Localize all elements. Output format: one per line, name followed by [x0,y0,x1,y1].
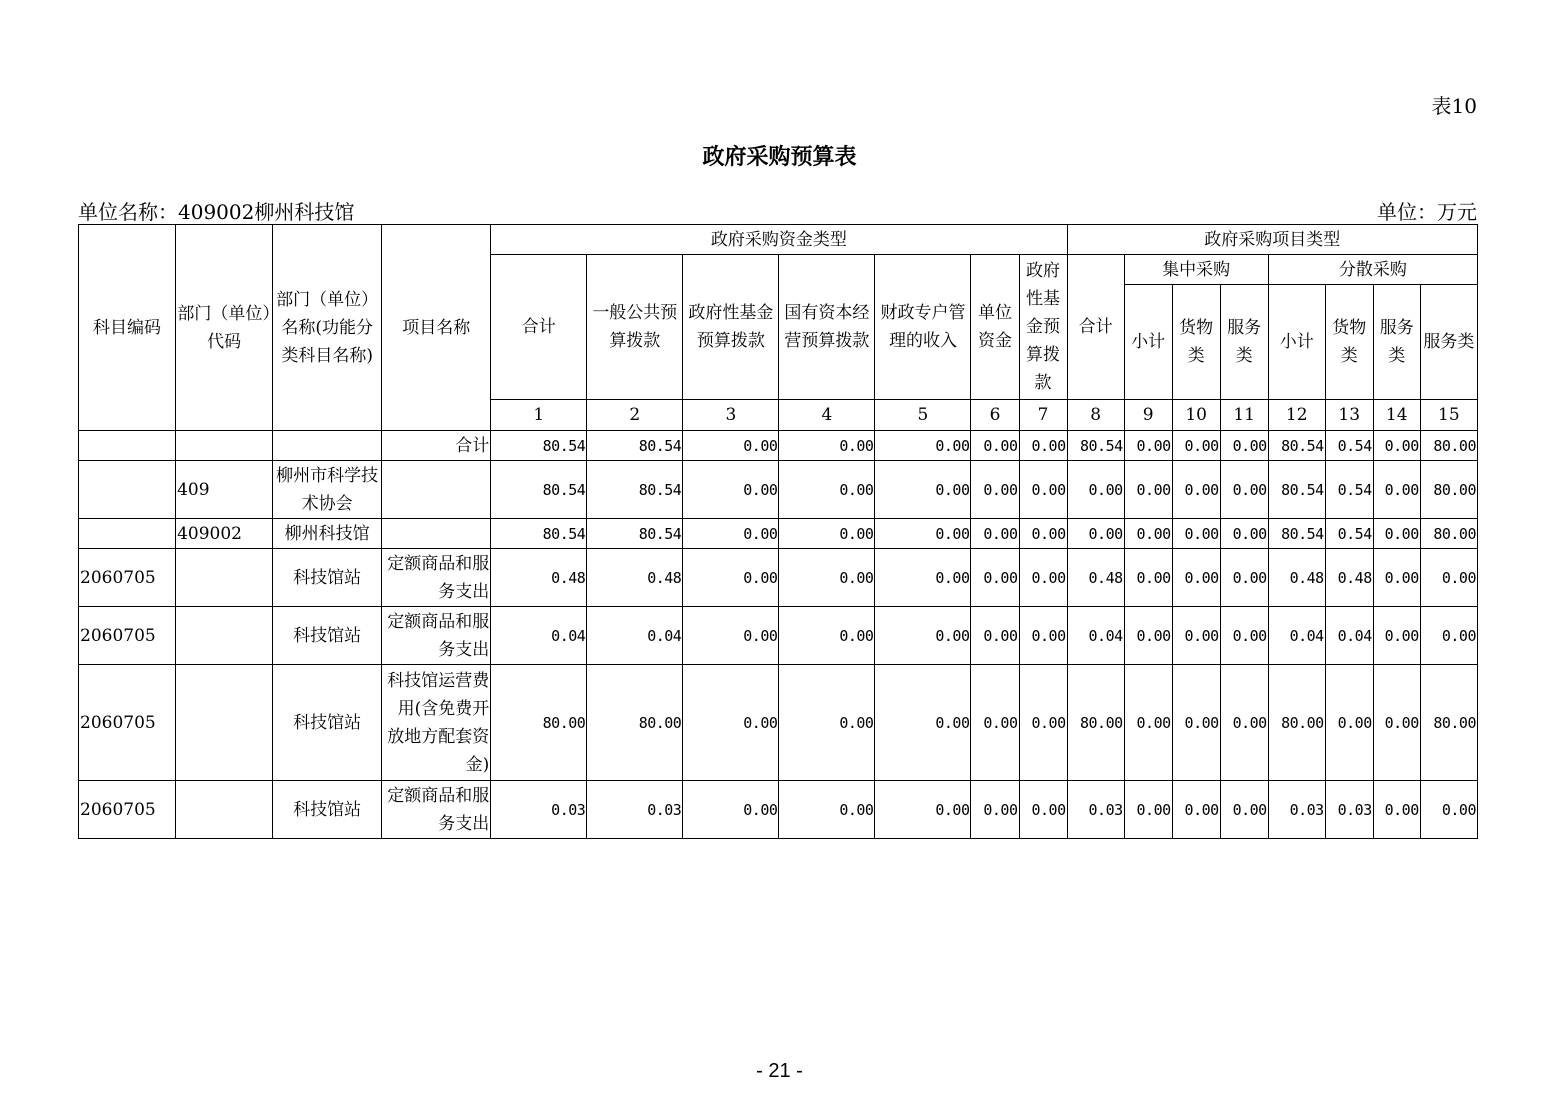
amount-cell: 0.48 [1067,549,1124,607]
table-row [79,519,1478,549]
amount-cell: 0.00 [1124,549,1172,607]
dept-code-cell [176,607,273,665]
amount-cell: 80.54 [491,519,587,549]
table-row [79,549,1478,607]
subject-code-cell: 2060705 [79,665,176,781]
amount-cell: 80.54 [1268,461,1325,519]
dept-code-cell [176,665,273,781]
project-name-cell: 科技馆运营费用(含免费开放地方配套资金) [382,665,491,781]
dept-code-cell [176,781,273,839]
amount-cell: 0.54 [1325,461,1373,519]
amount-cell: 0.00 [683,781,779,839]
header-unit-fund: 单位资金 [971,255,1019,400]
amount-cell: 0.00 [1373,549,1420,607]
amount-cell: 80.00 [1420,461,1477,519]
amount-cell: 0.00 [683,607,779,665]
amount-cell: 0.03 [1325,781,1373,839]
amount-cell: 0.03 [587,781,683,839]
amount-cell: 0.00 [1067,461,1124,519]
page-title: 政府采购预算表 [702,144,857,170]
amount-cell: 0.00 [1220,665,1268,781]
amount-cell: 0.00 [875,665,971,781]
amount-cell: 0.00 [779,607,875,665]
amount-cell: 0.00 [1373,519,1420,549]
amount-cell: 0.04 [587,607,683,665]
header-dept-name: 部门（单位）名称(功能分类科目名称) [273,225,382,431]
amount-cell: 0.00 [1019,519,1067,549]
project-name-cell: 定额商品和服务支出 [382,607,491,665]
amount-cell: 80.00 [1268,665,1325,781]
amount-cell: 0.00 [1172,665,1220,781]
amount-cell: 0.00 [875,519,971,549]
header-subject-code: 科目编码 [79,225,176,431]
amount-cell: 0.00 [1220,607,1268,665]
amount-cell: 0.00 [1373,665,1420,781]
amount-cell: 0.00 [1220,461,1268,519]
amount-cell: 0.00 [1172,519,1220,549]
amount-cell: 0.00 [875,549,971,607]
amount-cell: 0.00 [1067,519,1124,549]
amount-cell: 0.00 [971,607,1019,665]
amount-cell: 80.00 [587,665,683,781]
amount-cell: 0.00 [1124,519,1172,549]
amount-cell: 0.00 [971,461,1019,519]
amount-cell: 0.00 [971,781,1019,839]
amount-cell: 0.00 [1325,665,1373,781]
header-dispersed-goods: 货物类 [1325,285,1373,400]
amount-cell: 80.00 [491,665,587,781]
dept-code-cell: 409 [176,461,273,519]
project-name-cell: 合计 [382,431,491,461]
amount-cell: 0.00 [779,549,875,607]
column-index: 12 [1268,400,1325,431]
amount-cell: 0.00 [1172,607,1220,665]
header-fiscal-special: 财政专户管理的收入 [875,255,971,400]
amount-cell: 0.00 [683,665,779,781]
amount-cell: 0.00 [1124,461,1172,519]
column-index: 13 [1325,400,1373,431]
dept-name-cell: 柳州市科学技术协会 [273,461,382,519]
header-gov-fund-budget: 政府性基金预算拨款 [1019,255,1067,400]
subject-code-cell: 2060705 [79,781,176,839]
header-centralized-subtotal: 小计 [1124,285,1172,400]
column-index: 6 [971,400,1019,431]
amount-cell: 0.54 [1325,431,1373,461]
header-centralized-services: 服务类 [1220,285,1268,400]
amount-cell: 0.00 [1373,461,1420,519]
amount-cell: 0.00 [1220,781,1268,839]
currency-unit-label: 单位：万元 [1377,200,1477,224]
amount-cell: 0.00 [1019,549,1067,607]
subject-code-cell [79,431,176,461]
header-centralized-procurement: 集中采购 [1124,255,1268,285]
amount-cell: 0.00 [1373,431,1420,461]
amount-cell: 80.54 [587,519,683,549]
dept-name-cell: 科技馆站 [273,549,382,607]
header-dispersed-service-class: 服务类 [1420,285,1477,400]
amount-cell: 0.00 [1124,431,1172,461]
amount-cell: 0.03 [1067,781,1124,839]
header-project-name: 项目名称 [382,225,491,431]
column-index: 9 [1124,400,1172,431]
amount-cell: 0.00 [971,431,1019,461]
unit-name-label: 单位名称：409002柳州科技馆 [78,200,355,224]
amount-cell: 80.00 [1067,665,1124,781]
dept-code-cell [176,549,273,607]
amount-cell: 0.00 [683,461,779,519]
page-number: - 21 - [756,1060,803,1082]
dept-name-cell: 科技馆站 [273,665,382,781]
header-dept-code: 部门（单位）代码 [176,225,273,431]
amount-cell: 0.00 [1019,665,1067,781]
column-index: 11 [1220,400,1268,431]
amount-cell: 0.00 [1373,781,1420,839]
amount-cell: 0.00 [971,519,1019,549]
amount-cell: 0.00 [1019,461,1067,519]
amount-cell: 0.00 [875,781,971,839]
amount-cell: 0.00 [875,431,971,461]
amount-cell: 0.00 [1220,431,1268,461]
amount-cell: 0.00 [1124,607,1172,665]
amount-cell: 0.00 [1172,461,1220,519]
header-dispersed-subtotal: 小计 [1268,285,1325,400]
project-name-cell [382,461,491,519]
amount-cell: 80.54 [587,461,683,519]
dept-name-cell [273,431,382,461]
amount-cell: 80.54 [491,431,587,461]
header-general-budget: 一般公共预算拨款 [587,255,683,400]
amount-cell: 0.00 [971,549,1019,607]
amount-cell: 0.00 [1220,519,1268,549]
header-fund-total: 合计 [491,255,587,400]
subject-code-cell [79,461,176,519]
table-row [79,607,1478,665]
amount-cell: 0.00 [1420,607,1477,665]
project-name-cell [382,519,491,549]
dept-code-cell: 409002 [176,519,273,549]
amount-cell: 0.00 [1019,431,1067,461]
amount-cell: 0.03 [491,781,587,839]
header-centralized-goods: 货物类 [1172,285,1220,400]
dept-name-cell: 科技馆站 [273,781,382,839]
subject-code-cell: 2060705 [79,607,176,665]
amount-cell: 0.00 [1124,781,1172,839]
dept-code-cell [176,431,273,461]
amount-cell: 0.00 [1220,549,1268,607]
column-index: 4 [779,400,875,431]
amount-cell: 0.00 [1172,431,1220,461]
amount-cell: 0.00 [779,781,875,839]
table-row [79,461,1478,519]
column-index: 15 [1420,400,1477,431]
amount-cell: 0.48 [587,549,683,607]
table-row [79,665,1478,781]
amount-cell: 80.54 [1268,519,1325,549]
column-index: 1 [491,400,587,431]
column-index: 8 [1067,400,1124,431]
amount-cell: 0.04 [1067,607,1124,665]
amount-cell: 0.54 [1325,519,1373,549]
amount-cell: 0.48 [491,549,587,607]
header-project-total: 合计 [1067,255,1124,400]
amount-cell: 0.00 [779,461,875,519]
amount-cell: 80.54 [587,431,683,461]
amount-cell: 0.00 [875,607,971,665]
amount-cell: 80.54 [1067,431,1124,461]
amount-cell: 0.00 [683,519,779,549]
procurement-budget-table [78,224,1478,839]
amount-cell: 0.03 [1268,781,1325,839]
amount-cell: 0.00 [1124,665,1172,781]
header-fund-type-group: 政府采购资金类型 [491,225,1067,255]
amount-cell: 0.00 [1373,607,1420,665]
column-index: 7 [1019,400,1067,431]
column-index: 10 [1172,400,1220,431]
amount-cell: 80.00 [1420,431,1477,461]
amount-cell: 0.00 [683,431,779,461]
column-index: 3 [683,400,779,431]
table-row [79,781,1478,839]
project-name-cell: 定额商品和服务支出 [382,781,491,839]
column-index: 14 [1373,400,1420,431]
amount-cell: 0.04 [1325,607,1373,665]
amount-cell: 80.00 [1420,665,1477,781]
dept-name-cell: 科技馆站 [273,607,382,665]
column-index: 5 [875,400,971,431]
amount-cell: 80.54 [1268,431,1325,461]
header-project-type-group: 政府采购项目类型 [1067,225,1477,255]
table-number: 表10 [1431,94,1477,118]
subject-code-cell [79,519,176,549]
table-row [79,431,1478,461]
amount-cell: 0.48 [1268,549,1325,607]
amount-cell: 0.00 [1420,781,1477,839]
header-gov-fund: 政府性基金预算拨款 [683,255,779,400]
header-state-capital: 国有资本经营预算拨款 [779,255,875,400]
amount-cell: 0.04 [1268,607,1325,665]
column-index: 2 [587,400,683,431]
amount-cell: 0.00 [1019,781,1067,839]
amount-cell: 0.00 [779,665,875,781]
amount-cell: 80.00 [1420,519,1477,549]
amount-cell: 0.00 [971,665,1019,781]
amount-cell: 0.48 [1325,549,1373,607]
header-dispersed-procurement: 分散采购 [1268,255,1477,285]
amount-cell: 0.00 [1019,607,1067,665]
amount-cell: 0.04 [491,607,587,665]
project-name-cell: 定额商品和服务支出 [382,549,491,607]
amount-cell: 0.00 [1172,781,1220,839]
amount-cell: 0.00 [1172,549,1220,607]
amount-cell: 0.00 [1420,549,1477,607]
amount-cell: 0.00 [875,461,971,519]
amount-cell: 0.00 [779,519,875,549]
header-dispersed-services: 服务类 [1373,285,1420,400]
amount-cell: 80.54 [491,461,587,519]
subject-code-cell: 2060705 [79,549,176,607]
amount-cell: 0.00 [779,431,875,461]
amount-cell: 0.00 [683,549,779,607]
dept-name-cell: 柳州科技馆 [273,519,382,549]
